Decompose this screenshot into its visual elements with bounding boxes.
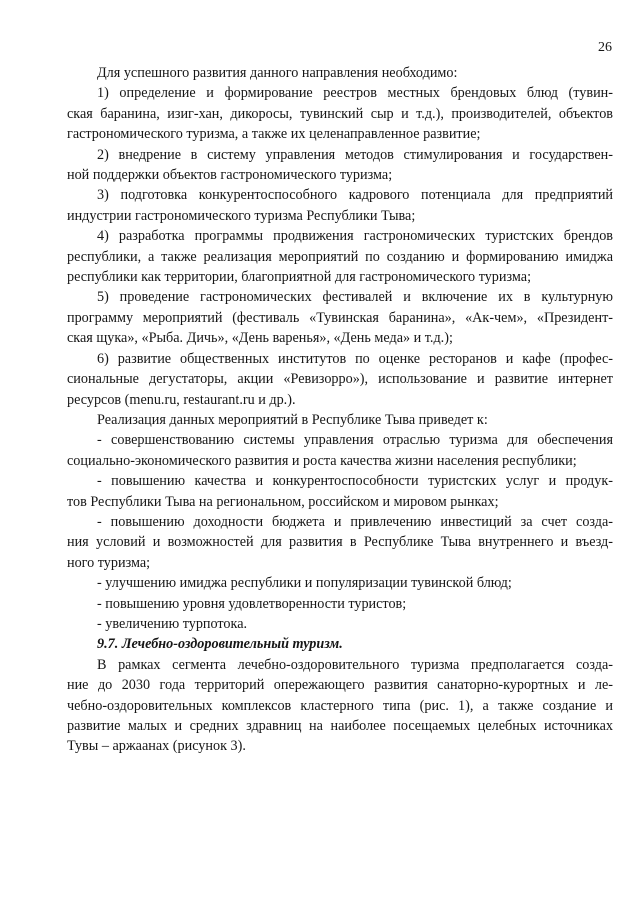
text-line: ние до 2030 года территорий опережающего развития санаторно-курортных и ле- (67, 677, 613, 694)
text-line: ская щука», «Рыба. Дичь», «День варенья», «День меда» и т.д.); (67, 330, 453, 347)
text-line: социально-экономического развития и роста качества жизни населения республики; (67, 452, 577, 469)
text-line: ния условий и возможностей для развития в Республике Тыва внутреннего и въезд- (67, 534, 613, 551)
text-line: Тувы – аржаанах (рисунок 3). (67, 738, 246, 755)
text-line: ресурсов (menu.ru, restaurant.ru и др.). (67, 391, 296, 408)
text-line: гастрономического туризма, а также их целенаправленное развитие; (67, 126, 481, 143)
text-line: программу мероприятий (фестиваль «Тувинская баранина», «Ак-чем», «Президент- (67, 309, 613, 326)
text-line: развитие малых и средних здравниц на наиболее посещаемых целебных источниках (67, 718, 613, 734)
text-line: - совершенствованию системы управления отраслью туризма для обеспечения (97, 432, 613, 449)
text-line: ская баранина, изиг-хан, дикоросы, тувинский сыр и т.д.), производителей, объектов (67, 105, 613, 122)
text-line: Для успешного развития данного направления необходимо: (97, 65, 458, 81)
text-line: В рамках сегмента лечебно-оздоровительного туризма предполагается созда- (97, 656, 613, 673)
text-line: 1) определение и формирование реестров местных брендовых блюд (тувин- (97, 85, 613, 102)
text-line: ной поддержки объектов гастрономического туризма; (67, 167, 393, 184)
text-line: 2) внедрение в систему управления методов стимулирования и государствен- (97, 146, 613, 163)
text-line: чебно-оздоровительных комплексов кластерного типа (рис. 1), а также создание и (67, 697, 613, 714)
text-line: - улучшению имиджа республики и популяризации тувинской блюд; (97, 575, 512, 592)
text-line: Реализация данных мероприятий в Республике Тыва приведет к: (97, 411, 488, 428)
text-line: сиональные дегустаторы, акции «Ревизорро»), использование и развитие интернет (67, 371, 613, 388)
text-line: ного туризма; (67, 554, 151, 571)
text-line: 6) развитие общественных институтов по оценке ресторанов и кафе (профес- (97, 350, 613, 367)
text-line: - повышению качества и конкурентоспособности туристских услуг и продук- (97, 473, 613, 490)
text-line: 4) разработка программы продвижения гастрономических туристских брендов (97, 228, 613, 245)
text-line: республики, а также реализация мероприятий по созданию и формированию имиджа (67, 248, 613, 265)
page-number: 26 (598, 40, 612, 55)
text-line: - повышению уровня удовлетворенности туристов; (97, 595, 407, 612)
text-line: республики как территории, благоприятной для гастрономического туризма; (67, 269, 532, 286)
text-line: - увеличению турпотока. (97, 615, 248, 632)
section-heading: 9.7. Лечебно-оздоровительный туризм. (97, 636, 343, 653)
text-line: индустрии гастрономического туризма Республики Тыва; (67, 207, 416, 224)
text-line: 3) подготовка конкурентоспособного кадрового потенциала для предприятий (97, 187, 613, 204)
text-line: 5) проведение гастрономических фестивалей и включение их в культурную (97, 289, 613, 306)
text-line: - повышению доходности бюджета и привлечению инвестиций за счет созда- (97, 513, 613, 530)
text-line: тов Республики Тыва на региональном, российском и мировом рынках; (67, 493, 499, 510)
document-body (67, 63, 613, 757)
